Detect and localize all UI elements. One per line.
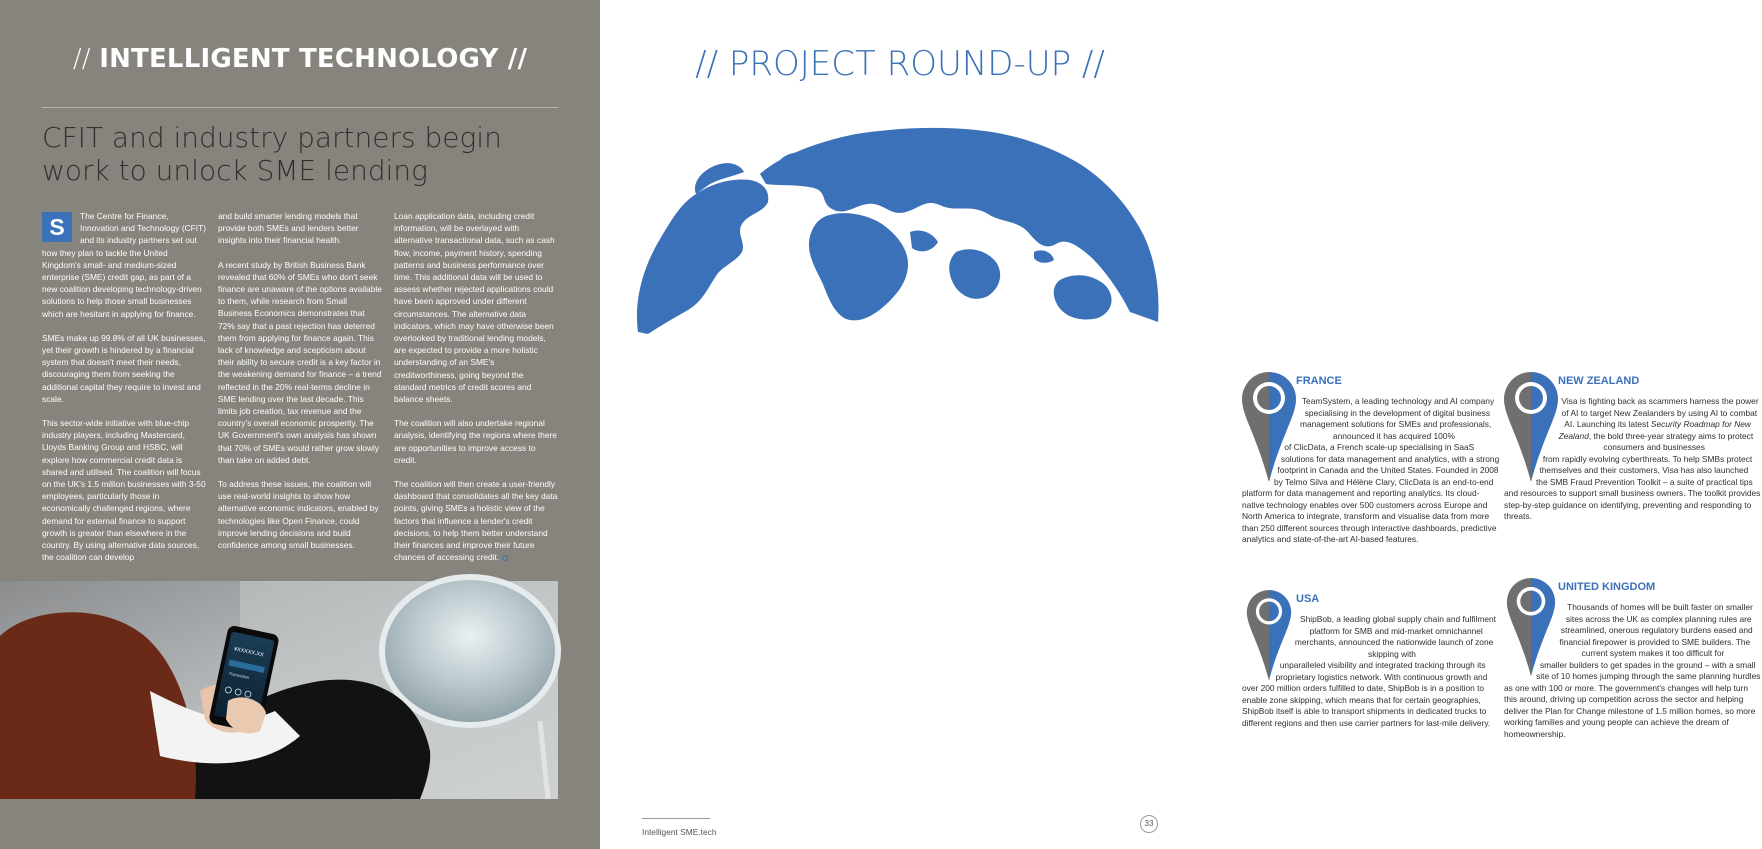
entry-text-italic: Security Roadmap for New Zealand: [1558, 419, 1751, 441]
article-paragraph: A recent study by British Business Bank revealed that 60% of SMEs who don't seek finance are unaware of the options available to them, while research from Small Business Economics demonstrates that 72% say that a past rejection has deterred them from applying for finance again. This lack of knowledge and scepticism about their ability to secure credit is a key factor in the weakening demand for finance – a trend reflected in the 20% real-terms decline in SME lending over the last decade. This limits job creation, tax revenue and the country's overall economic prosperity. The UK Government's own analysis has shown that 70% of SMEs would rather grow slowly than take on added debt.: [218, 259, 382, 465]
drop-cap: S: [42, 212, 72, 242]
entry-heading: NEW ZEALAND: [1558, 375, 1640, 387]
paragraph-text: The Centre for Finance, Innovation and Technology (CFIT) and its industry partners set out how they plan to tackle the United Kingdom's small- and medium-sized enterprise (SME) credit gap, as part of a new coalition developing technology-driven solutions to help those small businesses which are hesitant in applying for finance.: [42, 211, 207, 319]
article-paragraph: and build smarter lending models that provide both SMEs and lenders better insights into their financial health.: [218, 211, 359, 246]
article-column-2: [218, 210, 382, 563]
phone-label: Transaction: [228, 670, 250, 680]
glass-table: [382, 577, 558, 725]
entry-text: smaller builders to get spades in the ground – with a small site of 10 homes jumping through the same planning hurdles as one with 100 or more. The government's changes will help turn this around, driving up competition across the sector and helping deliver the Plan for Change milestone of 1.5 million homes, so more working families and young people can achieve the dream of homeownership.: [1504, 659, 1761, 739]
article-paragraph: [394, 478, 558, 563]
globe-map: [630, 112, 1170, 342]
paragraph-text: The coalition will then create a user-friendly dashboard that consolidates all the key data points, giving SMEs a holistic view of the factors that influence a lender's credit decisions, to help them better understand their finances and improve their future chances of accessing credit.: [394, 479, 558, 563]
entry-heading: FRANCE: [1296, 375, 1342, 387]
right-page: [600, 0, 1761, 849]
left-page: [0, 0, 600, 849]
section-header-text: INTELLIGENT TECHNOLOGY: [99, 44, 499, 74]
article-column-3: [394, 210, 558, 575]
americas-landmass: [637, 180, 768, 334]
entry-text: Thousands of homes will be built faster on smaller sites across the UK as complex planning rules are streamlined, onerous regulatory burdens eased and financial firepower is provided to SME builders. The current system makes it too difficult for: [1559, 602, 1753, 658]
page-number: 33: [1140, 815, 1158, 833]
round-up-entry-new-zealand: [1504, 372, 1762, 523]
entry-text: from rapidly evolving cyberthreats. To help SMBs protect themselves and their customers, Visa has also launched the SMB Fraud Prevention Toolkit – a suite of practical tips and resources to support small business owners. The toolkit provides step-by-step guidance on identifying, preventing and responding to threats.: [1504, 453, 1761, 521]
entry-text: unparalleled visibility and integrated tracking through its proprietary logistics network. With continuous growth and over 200 million orders fulfilled to date, ShipBob is in a position to enable zone skipping, which means that for certain geographies, ShipBob itself is able to transport shipments in dedicated trucks to different regions and then use carrier partners for last-mile delivery.: [1242, 660, 1491, 728]
africa-landmass: [809, 213, 908, 320]
entry-heading: UNITED KINGDOM: [1558, 581, 1656, 593]
footer-divider: [642, 818, 710, 819]
entry-heading: USA: [1296, 593, 1320, 605]
round-up-title: // PROJECT ROUND-UP //: [695, 44, 1105, 84]
section-header-slashes-right: //: [498, 44, 528, 74]
australia-landmass: [1054, 275, 1112, 319]
footer-publication-name: Intelligent SME.tech: [642, 827, 717, 837]
article-paragraph: [42, 210, 206, 320]
header-divider: [42, 107, 558, 108]
article-photo: [0, 581, 558, 799]
article-paragraph: To address these issues, the coalition will use real-world insights to show how alternative economic indicators, enabled by technologies like Open Finance, could improve lending decisions and build confidence among small businesses.: [218, 479, 379, 551]
entry-text-part: Visa is fighting back as scammers harness the power of AI to target New Zealanders by using AI to combat AI. Launching its latest: [1561, 396, 1759, 429]
article-column-1: [42, 210, 206, 575]
article-paragraph: Loan application data, including credit information, will be overlayed with alternative transactional data, such as cash flow, income, payment history, spending patterns and business performance over time. This additional data will be used to assess whether rejected applications could have been approved under different circumstances. The alternative data indicators, which may have otherwise been overlooked by traditional lending models, are expected to provide a more holistic understanding of an SME's creditworthiness, going beyond the standard metrics of credit scores and balance sheets.: [394, 211, 555, 405]
entry-text: ShipBob, a leading global supply chain and fulfilment platform for SMB and mid-market omnichannel merchants, announced the nationwide launch of zone skipping with: [1294, 614, 1496, 659]
entry-text-part: , the bold three-year strategy aims to protect consumers and businesses: [1588, 430, 1754, 452]
article-paragraph: SMEs make up 99.8% of all UK businesses, yet their growth is hindered by a financial system that doesn't meet their needs, discouraging them from seeking the additional capital they require to invest and scale.: [42, 332, 206, 404]
section-header-slashes-left: //: [72, 44, 100, 74]
section-header: [0, 44, 600, 74]
end-of-article-icon: [502, 555, 508, 561]
article-paragraph: This sector-wide initiative with blue-chip industry players, including Mastercard, Lloyds Banking Group and HSBC, will explore how commercial credit data is shared and utilised. The coalition will focus on the UK's 1.5 million businesses with 3-50 employees, particularly those in economically challenged regions, where demand for external finance to support growth is greater than elsewhere in the country. By using alternative data sources, the coalition can develop: [42, 418, 206, 563]
article-headline: CFIT and industry partners begin work to unlock SME lending: [42, 121, 502, 187]
round-up-entry-usa: [1242, 590, 1500, 729]
round-up-entry-united-kingdom: [1504, 578, 1762, 740]
entry-text: TeamSystem, a leading technology and AI company specialising in the development of digital business management solutions for SMEs and professionals, announced it has acquired 100%: [1299, 396, 1495, 441]
article-paragraph: The coalition will also undertake regional analysis, identifying the regions where there are opportunities to improve access to credit.: [394, 418, 557, 465]
entry-text: of ClicData, a French scale-up specialising in SaaS solutions for data management and analytics, with a strong footprint in Canada and the United States. Founded in 2008 by Telmo Silva and Hélène Clary, ClicData is an end-to-end platform for data management and reporting analytics. Its cloud-native technology enables over 500 customers across Europe and North America to integrate, transform and visualise data from more than 250 different sources through interactive dashboards, predictive analytics and state-of-the-art AI-based features.: [1242, 442, 1500, 544]
phone-balance: ¥XXXXX.XX: [233, 646, 265, 659]
round-up-entry-france: [1242, 372, 1500, 546]
